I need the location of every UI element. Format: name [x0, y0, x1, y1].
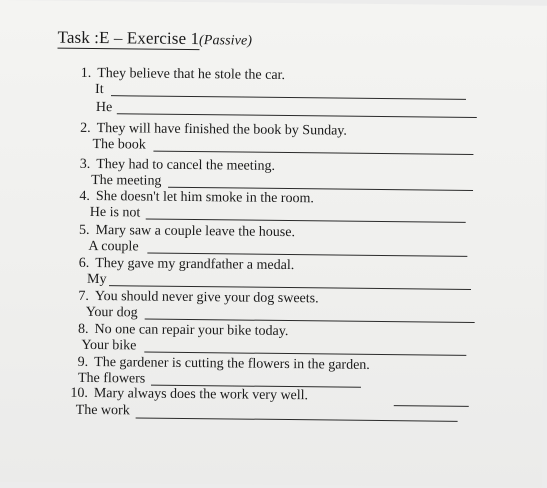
- item-sentence: You should never give your dog sweets.: [94, 289, 319, 307]
- worksheet-title: [58, 28, 253, 50]
- answer-blank[interactable]: [111, 95, 466, 100]
- answer-blank-extension: [394, 405, 469, 407]
- answer-blank[interactable]: [153, 151, 473, 155]
- item-number: 8.: [77, 321, 89, 337]
- item-sentence: They believe that he stole the car.: [97, 66, 286, 83]
- answer-prompt: He: [95, 100, 113, 116]
- item-sentence: They had to cancel the meeting.: [96, 157, 276, 174]
- item-number: 1.: [80, 65, 92, 81]
- item-sentence: Mary saw a couple leave the house.: [95, 223, 296, 241]
- item-number: 6.: [78, 255, 90, 271]
- item-sentence: No one can repair your bike today.: [94, 322, 289, 340]
- answer-prompt: He is not: [89, 204, 141, 221]
- item-number: 3.: [79, 156, 91, 172]
- item-number: 9.: [77, 354, 89, 370]
- item-number: 4.: [79, 188, 91, 204]
- item-sentence: They gave my grandfather a medal.: [95, 256, 295, 274]
- item-sentence: They will have finished the book by Sunday.: [96, 121, 348, 139]
- item-number: 2.: [80, 120, 91, 136]
- answer-prompt: My: [87, 271, 107, 288]
- item-sentence: The gardener is cutting the flowers in the garden.: [94, 355, 370, 373]
- item-number: 10.: [70, 385, 88, 401]
- item-number: 7.: [78, 288, 89, 304]
- answer-prompt: The meeting: [91, 172, 162, 189]
- item-sentence: Mary always does the work very well.: [93, 386, 309, 404]
- answer-prompt: Your dog: [85, 304, 138, 321]
- item-number: 5.: [79, 222, 90, 238]
- answer-prompt: Your bike: [81, 337, 137, 354]
- answer-prompt: The flowers: [77, 370, 146, 387]
- answer-blank[interactable]: [136, 417, 458, 421]
- answer-blank[interactable]: [117, 113, 477, 118]
- answer-prompt: The book: [92, 136, 146, 153]
- item-sentence: She doesn't let him smoke in the room.: [95, 189, 314, 207]
- exercise-item-10: [58, 385, 308, 405]
- answer-prompt: A couple: [88, 238, 139, 255]
- answer-prompt: It: [94, 82, 104, 98]
- answer-prompt: The work: [75, 402, 130, 419]
- title-note: (Passive): [199, 33, 253, 49]
- task-label: Task :E – Exercise 1: [57, 27, 200, 49]
